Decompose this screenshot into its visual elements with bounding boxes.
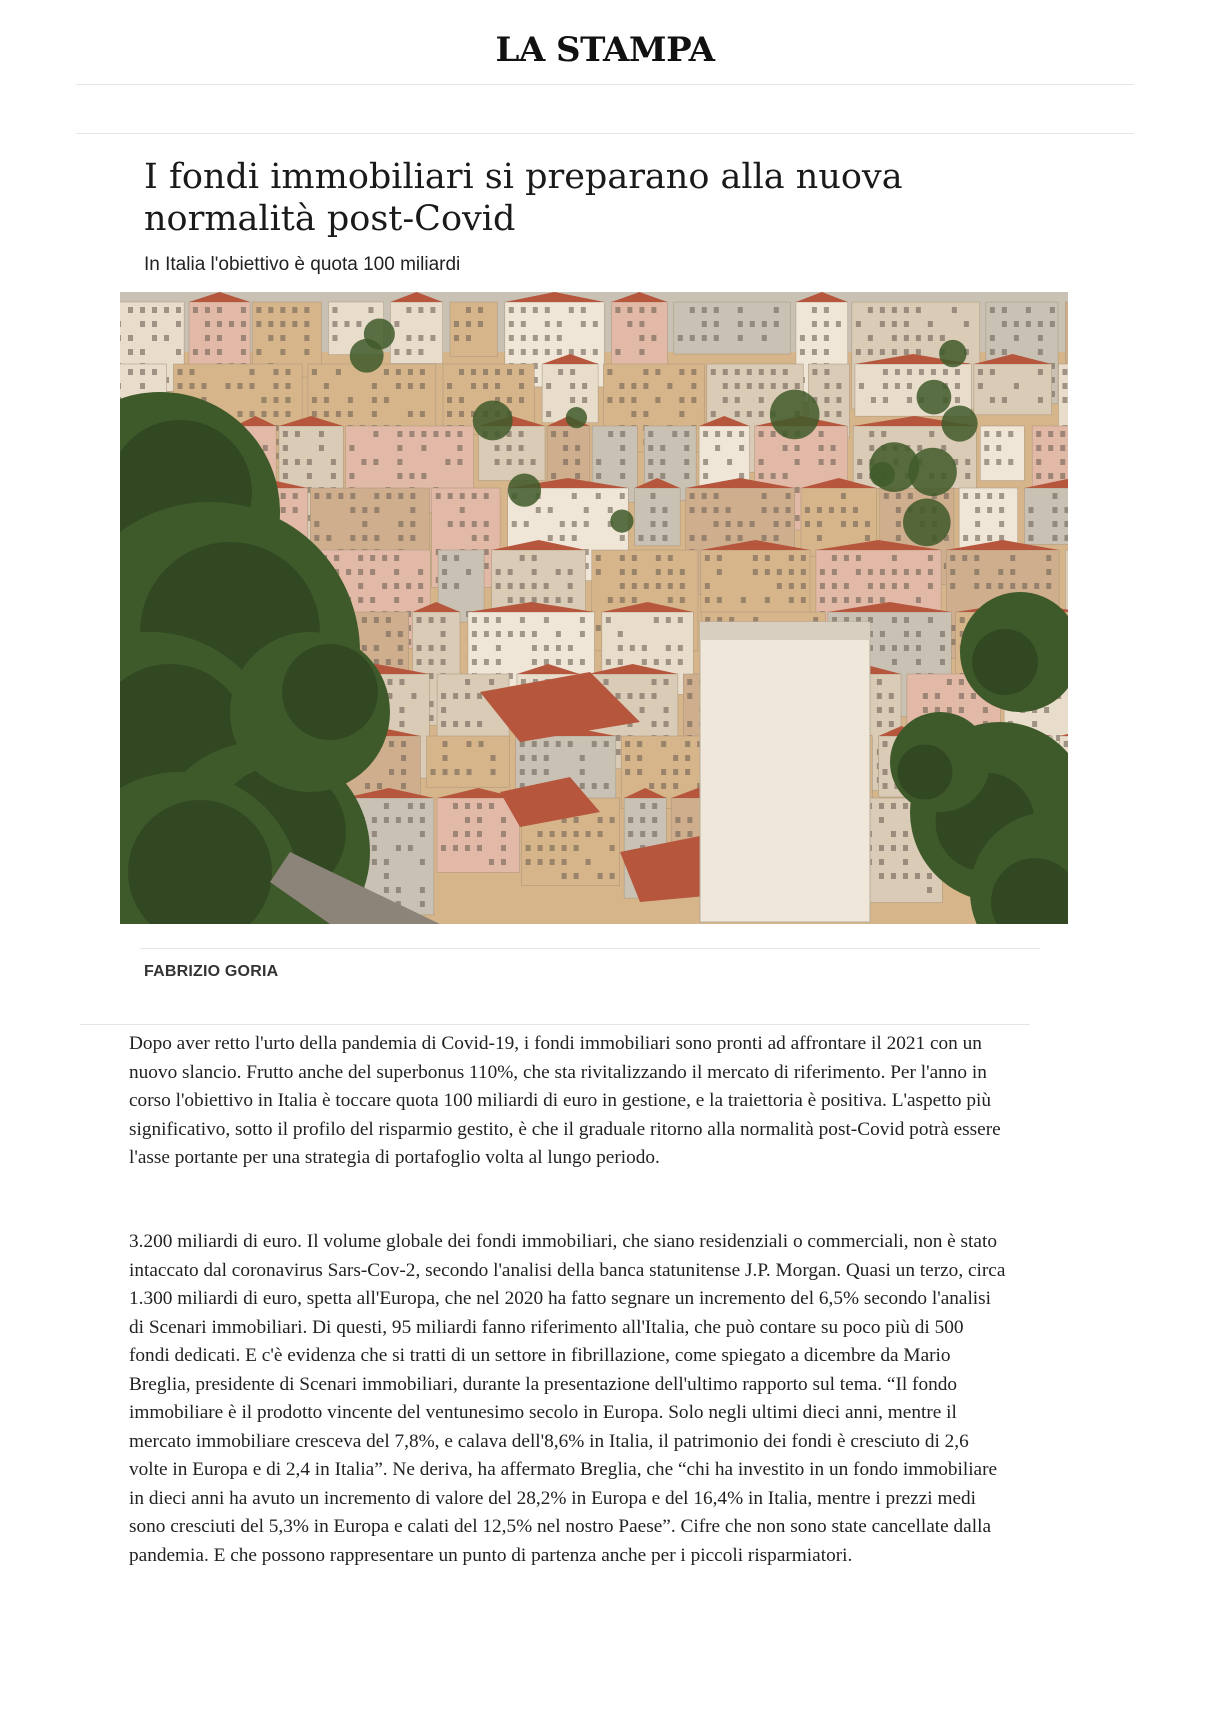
article-subheadline: In Italia l'obiettivo è quota 100 miliardi <box>144 254 461 275</box>
article-author[interactable]: FABRIZIO GORIA <box>144 963 279 980</box>
masthead-logo[interactable]: LA STAMPA <box>495 30 715 70</box>
article-paragraph-1: Dopo aver retto l'urto della pandemia di Covid-19, i fondi immobiliari sono pronti ad affrontare il 2021 con un nuovo slancio. Frutto anche del superbonus 110%, che sta rivitalizzando il mercato di riferimento. Per l'anno in corso l'obiettivo in Italia è toccare quota 100 miliardi di euro in gestione, e la traiettoria è positiva. L'aspetto più significativo, sotto il profilo del risparmio gestito, è che il graduale ritorno alla normalità post-Covid potrà essere l'asse portante per una strategia di portafoglio volta al lungo periodo. <box>129 1033 1001 1168</box>
byline-divider <box>140 948 1040 949</box>
article-headline: I fondi immobiliari si preparano alla nuova normalità post-Covid <box>144 157 903 239</box>
article-hero-image <box>120 292 1068 924</box>
section-divider <box>76 133 1134 134</box>
header-divider <box>76 84 1134 85</box>
city-aerial-photo <box>120 292 1068 924</box>
body-divider <box>80 1024 1030 1025</box>
article-paragraph-2: 3.200 miliardi di euro. Il volume globale dei fondi immobiliari, che siano residenziali o commerciali, non è stato intaccato dal coronavirus Sars-Cov-2, secondo l'analisi della banca statunitense J.P. Morgan. Quasi un terzo, circa 1.300 miliardi di euro, spetta all'Europa, che nel 2020 ha fatto segnare un incremento del 6,5% secondo l'analisi di Scenari immobiliari. Di questi, 95 miliardi fanno riferimento all'Italia, che può contare su poco più di 500 fondi dedicati. E c'è evidenza che si tratti di un settore in fibrillazione, come spiegato a dicembre da Mario Breglia, presidente di Scenari immobiliari, durante la presentazione dell'ultimo rapporto sul tema. “Il fondo immobiliare è il prodotto vincente del ventunesimo secolo in Europa. Solo negli ultimi dieci anni, mentre il mercato immobiliare cresceva del 7,8%, e calava dell'8,6% in Italia, il patrimonio dei fondi è cresciuto di 2,6 volte in Europa e di 2,4 in Italia”. Ne deriva, ha affermato Breglia, che “chi ha investito in un fondo immobiliare in dieci anni ha avuto un incremento di valore del 28,2% in Europa e del 16,4% in Italia, mentre i prezzi medi sono cresciuti del 5,3% in Europa e calati del 12,5% nel nostro Paese”. Cifre che non sono state cancellate dalla pandemia. E che possono rappresentare un punto di partenza anche per i piccoli risparmiatori. <box>129 1231 1006 1566</box>
